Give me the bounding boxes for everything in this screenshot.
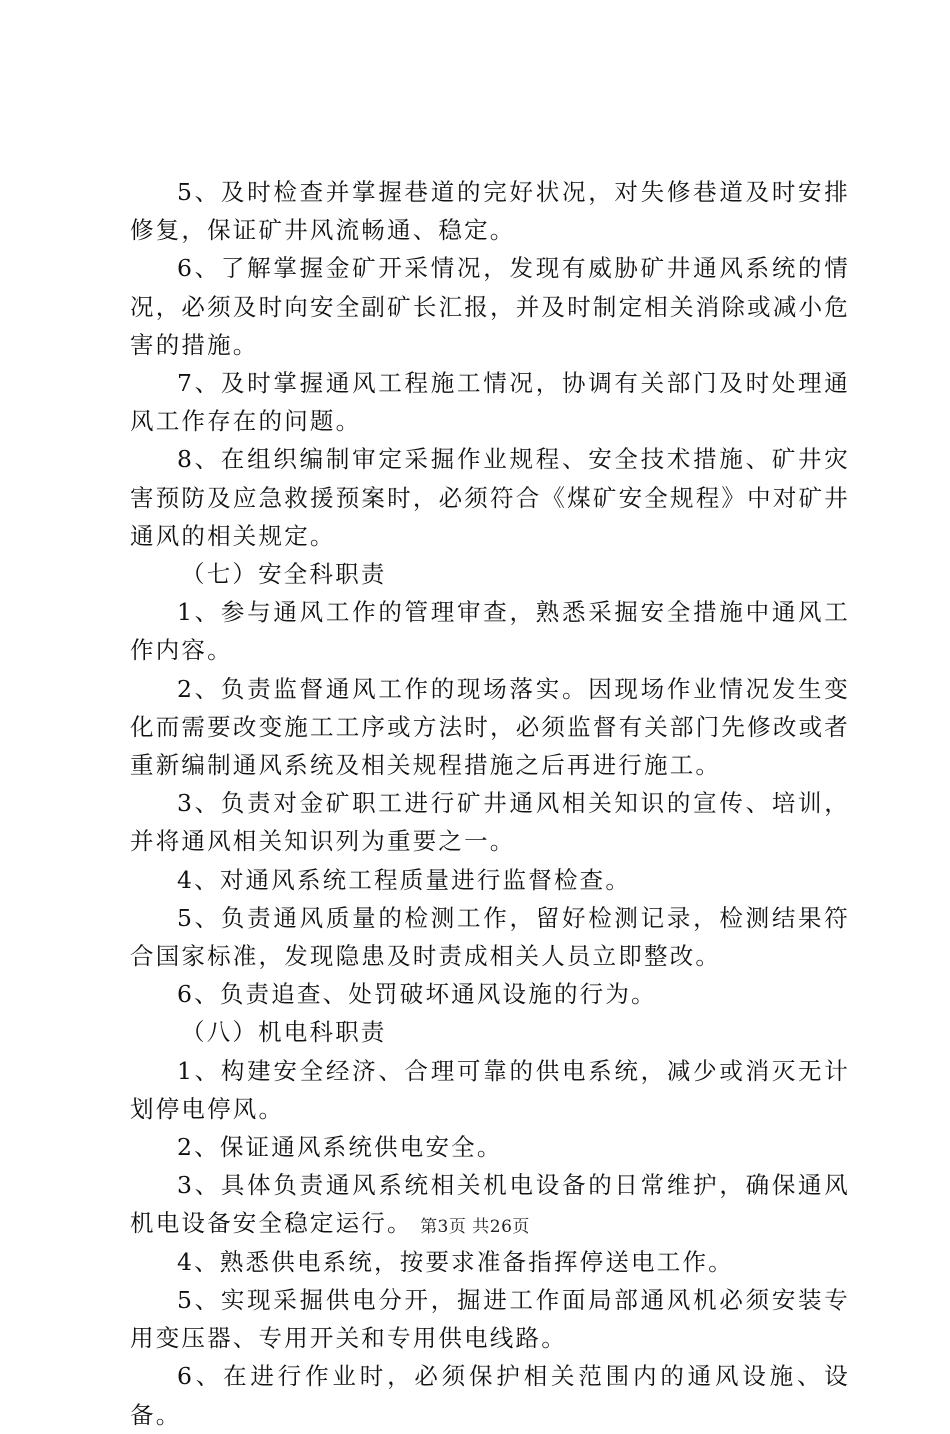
paragraph-item: 3、负责对金矿职工进行矿井通风相关知识的宣传、培训，并将通风相关知识列为重要之一。 bbox=[130, 789, 850, 856]
paragraph-item: 2、负责监督通风工作的现场落实。因现场作业情况发生变化而需要改变施工工序或方法时，必须监督有关部门先修改或者重新编制通风系统及相关规程措施之后再进行施工。 bbox=[130, 674, 850, 780]
paragraph-item: 8、在组织编制审定采掘作业规程、安全技术措施、矿井灾害预防及应急救援预案时，必须符合《煤矿安全规程》中对矿井通风的相关规定。 bbox=[130, 445, 850, 550]
page-number-label: 第3页 共26页 bbox=[420, 1217, 530, 1237]
section-heading: （七）安全科职责 bbox=[181, 560, 387, 589]
paragraph-item: 4、熟悉供电系统，按要求准备指挥停送电工作。 bbox=[177, 1247, 734, 1276]
paragraph-item: 2、保证通风系统供电安全。 bbox=[177, 1133, 503, 1162]
paragraph-item: 5、实现采掘供电分开，掘进工作面局部通风机必须安装专用变压器、专用开关和专用供电线路。 bbox=[130, 1285, 850, 1353]
paragraph-item: 7、及时掌握通风工程施工情况，协调有关部门及时处理通风工作存在的问题。 bbox=[130, 369, 850, 436]
paragraph-item: 5、及时检查并掌握巷道的完好状况，对失修巷道及时安排修复，保证矿井风流畅通、稳定。 bbox=[130, 178, 850, 245]
paragraph-item: 4、对通风系统工程质量进行监督检查。 bbox=[177, 865, 632, 894]
body-text bbox=[130, 173, 850, 1434]
section-heading: （八）机电科职责 bbox=[181, 1018, 387, 1047]
paragraph-item: 5、负责通风质量的检测工作，留好检测记录，检测结果符合国家标准，发现隐患及时责成相关人员立即整改。 bbox=[130, 903, 850, 971]
paragraph-item: 1、构建安全经济、合理可靠的供电系统，减少或消灭无计划停电停风。 bbox=[130, 1056, 850, 1123]
paragraph-item: 6、负责追查、处罚破坏通风设施的行为。 bbox=[177, 980, 657, 1009]
paragraph-item: 6、在进行作业时，必须保护相关范围内的通风设施、设备。 bbox=[130, 1362, 850, 1429]
paragraph-item: 3、具体负责通风系统相关机电设备的日常维护，确保通风机电设备安全稳定运行。 bbox=[130, 1171, 850, 1238]
page-footer bbox=[0, 1212, 950, 1237]
paragraph-item: 6、了解掌握金矿开采情况，发现有威胁矿井通风系统的情况，必须及时向安全副矿长汇报，并及时制定相关消除或减小危害的措施。 bbox=[130, 254, 850, 359]
paragraph-item: 1、参与通风工作的管理审查，熟悉采掘安全措施中通风工作内容。 bbox=[130, 598, 850, 665]
